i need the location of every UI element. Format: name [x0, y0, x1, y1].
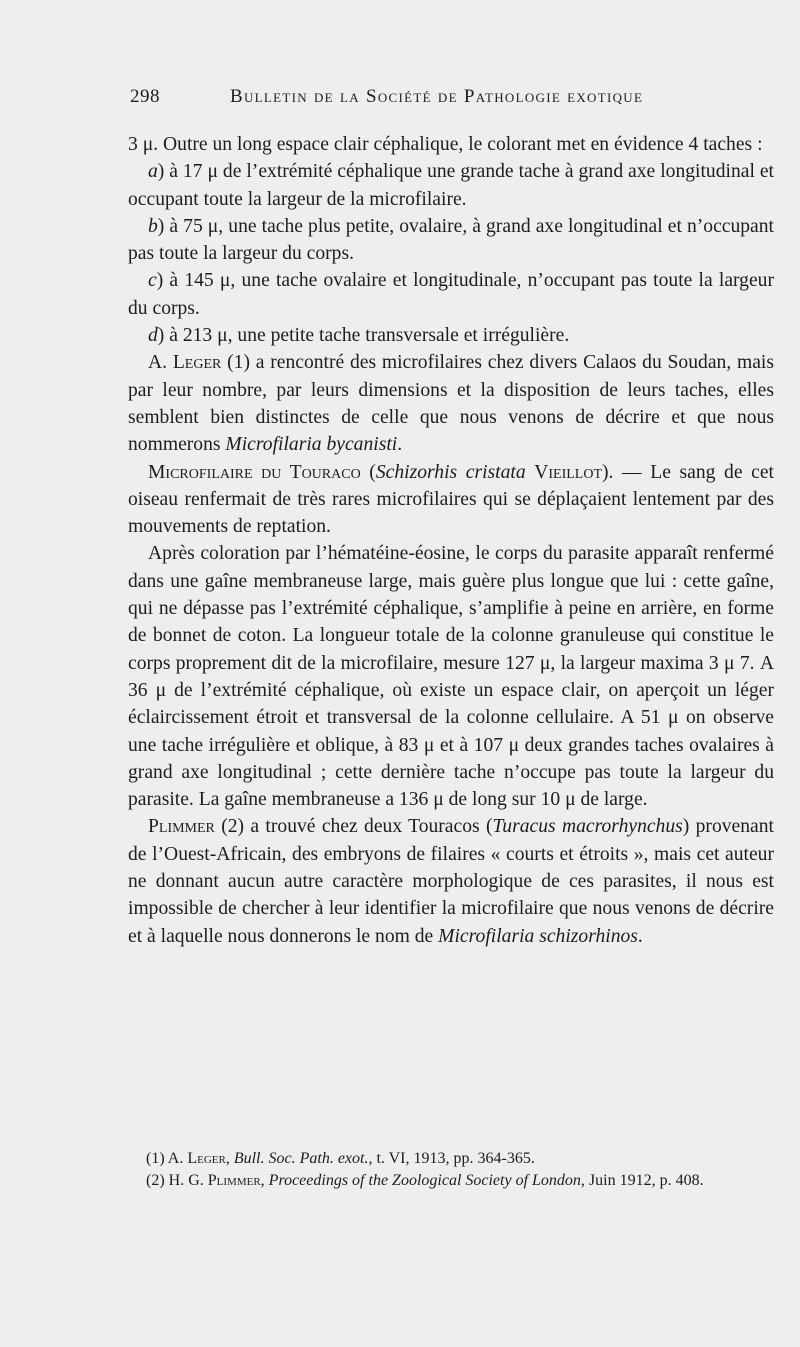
- text-run: A.: [148, 352, 173, 374]
- text-run: ). — Le sang de cet oiseau renfermait de très rares microfilaires qui se déplaçaient lentement par des mouvements de reptation.: [128, 461, 774, 538]
- list-letter: a: [148, 161, 158, 183]
- list-letter: d: [148, 325, 158, 347]
- footnotes: [128, 1148, 774, 1192]
- text-run: ) provenant de l’Ouest-Africain, des embryons de filaires « courts et étroits », mais cet auteur ne donnant aucun autre caractère morphologique de ces parasites, il nous est impossible de chercher à leur identifier la microfilaire que nous venons de décrire et à laquelle nous donnerons le nom de: [128, 816, 774, 947]
- footnote: [128, 1148, 774, 1170]
- text-run: ,: [225, 1150, 234, 1167]
- paragraph: [128, 213, 774, 268]
- text-run: 3 μ. Outre un long espace clair céphalique, le colorant met en évidence 4 taches :: [128, 134, 763, 155]
- footnote: [128, 1170, 774, 1192]
- list-letter: b: [148, 215, 158, 237]
- text-run: [526, 462, 535, 483]
- author-name: Plimmer: [148, 816, 215, 838]
- author-name: Vieillot: [534, 461, 603, 483]
- text-run: (2) a trouvé chez deux Touracos (: [214, 816, 493, 838]
- text-run: ) à 213 μ, une petite tache transversale et irrégulière.: [157, 325, 570, 347]
- text-run: , t. VI, 1913, pp. 364-365.: [368, 1150, 535, 1167]
- body-text: [128, 131, 774, 950]
- species-name: Microfilaria bycanisti: [225, 434, 398, 456]
- species-name: Schizorhis cristata: [375, 461, 526, 483]
- paragraph: [128, 459, 774, 541]
- paragraph: [128, 267, 774, 322]
- journal-title: Proceedings of the Zoological Society of London: [268, 1172, 581, 1189]
- species-name: Microfilaria schizorhinos: [438, 925, 638, 947]
- text-run: ,: [260, 1172, 269, 1189]
- author-name: Plimmer: [207, 1172, 261, 1189]
- paragraph: [128, 349, 774, 458]
- text-run: (1) A.: [146, 1150, 188, 1167]
- page-header: [130, 86, 775, 114]
- text-run: .: [637, 925, 643, 947]
- author-name: Leger: [172, 352, 222, 374]
- section-heading: Microfilaire du Touraco: [148, 461, 361, 483]
- species-name: Turacus macrorhynchus: [492, 816, 683, 838]
- text-run: .: [397, 434, 403, 456]
- journal-title: Bull. Soc. Path. exot.: [233, 1150, 369, 1167]
- author-name: Leger: [187, 1150, 226, 1167]
- text-run: (: [360, 461, 376, 483]
- text-run: Après coloration par l’hématéine-éosine, le corps du parasite apparaît renfermé dans une gaîne membraneuse large, mais guère plus longue que lui : cette gaîne, qui ne dépasse pas l’extrémité céphalique, s’amplifie à peine en arrière, en forme de bonnet de coton. La longueur totale de la colonne granuleuse qui constitue le corps proprement dit de la microfilaire, mesure 127 μ, la largeur maxima 3 μ 7. A 36 μ de l’extrémité céphalique, où existe un espace clair, on aperçoit un léger éclaircissement étroit et transversal de la colonne cellulaire. A 51 μ on observe une tache irrégulière et oblique, à 83 μ et à 107 μ deux grandes taches ovalaires à grand axe longitudinal ; cette dernière tache n’occupe pas toute la largeur du parasite. La gaîne membraneuse a 136 μ de long sur 10 μ de large.: [128, 543, 774, 811]
- paragraph: [128, 322, 774, 349]
- text-run: (2) H. G.: [146, 1172, 208, 1189]
- list-letter: c: [148, 270, 157, 292]
- paragraph: [128, 813, 774, 949]
- text-run: ) à 75 μ, une tache plus petite, ovalaire, à grand axe longitudinal et n’occupant pas toute la largeur du corps.: [128, 215, 774, 265]
- text-run: ) à 17 μ de l’extrémité céphalique une grande tache à grand axe longitudinal et occupant toute la largeur de la microfilaire.: [128, 161, 774, 210]
- text-run: , Juin 1912, p. 408.: [580, 1172, 704, 1189]
- text-run: (1) a rencontré des microfilaires chez divers Calaos du Soudan, mais par leur nombre, par leurs dimensions et la disposition de leurs taches, elles semblent bien distinctes de celle que nous venons de décrire et que nous nommerons: [128, 352, 774, 456]
- paragraph: [128, 540, 774, 813]
- paragraph: [128, 158, 774, 213]
- page-number: 298: [130, 86, 160, 107]
- running-title: Bulletin de la Société de Pathologie exotique: [230, 86, 644, 107]
- paragraph: [128, 131, 774, 158]
- text-run: ) à 145 μ, une tache ovalaire et longitudinale, n’occupant pas toute la largeur du corps.: [128, 270, 774, 319]
